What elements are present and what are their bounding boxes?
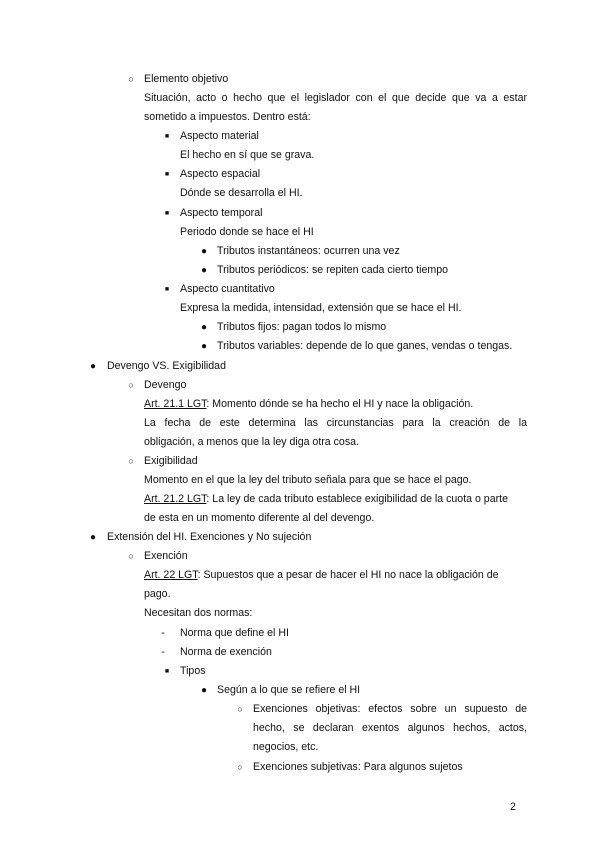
paragraph-line: obligación, a menos que la ley diga otra cosa. (144, 436, 359, 448)
dash-bullet-icon: - (161, 646, 165, 658)
item-aspecto-material: Aspecto material (180, 130, 259, 142)
square-bullet-icon: ■ (164, 133, 170, 140)
circle-bullet-icon: ○ (128, 74, 134, 84)
article-reference: Art. 21.2 LGT (144, 493, 207, 505)
article-reference: Art. 21.1 LGT (144, 398, 207, 410)
paragraph-line: de esta en un momento diferente al del devengo. (144, 512, 375, 524)
heading-exigibilidad: Exigibilidad (144, 455, 198, 467)
square-bullet-icon: ■ (164, 286, 170, 293)
paragraph-line: negocios, etc. (253, 741, 319, 753)
heading-exencion: Exención (144, 550, 188, 562)
paragraph-line: Periodo donde se hace el HI (180, 226, 314, 238)
heading-elemento-objetivo: Elemento objetivo (144, 73, 229, 85)
dot-bullet-icon: ● (200, 322, 208, 333)
list-item: Tributos periódicos: se repiten cada cierto tiempo (217, 264, 449, 276)
square-bullet-icon: ■ (164, 171, 170, 178)
dot-bullet-icon: ● (200, 265, 208, 276)
item-aspecto-espacial: Aspecto espacial (180, 168, 261, 180)
paragraph-line: Exenciones objetivas: efectos sobre un supuesto de (253, 703, 527, 715)
paragraph-line: Momento en el que la ley del tributo señala para que se hace el pago. (144, 474, 472, 486)
circle-bullet-icon: ○ (237, 762, 243, 772)
heading-extension: Extensión del HI. Exenciones y No sujeción (107, 531, 312, 543)
paragraph-line: pago. (144, 588, 171, 600)
article-reference: Art. 22 LGT (144, 569, 198, 581)
paragraph-line: Art. 22 LGT: Supuestos que a pesar de hacer el HI no nace la obligación de (144, 569, 499, 581)
list-item: Norma de exención (180, 646, 272, 658)
list-item: Tributos fijos: pagan todos lo mismo (217, 321, 387, 333)
paragraph-line: Necesitan dos normas: (144, 607, 253, 619)
dot-bullet-icon: ● (89, 361, 97, 372)
paragraph-line: Situación, acto o hecho que el legislador con el que decide que va a estar (144, 92, 527, 104)
item-tipos: Tipos (180, 665, 206, 677)
page-number: 2 (510, 801, 516, 813)
paragraph-line: sometido a impuestos. Dentro está: (144, 111, 311, 123)
item-aspecto-cuantitativo: Aspecto cuantitativo (180, 283, 275, 295)
item-aspecto-temporal: Aspecto temporal (180, 207, 263, 219)
paragraph-line: La fecha de este determina las circunstancias para la creación de la (144, 417, 527, 429)
dot-bullet-icon: ● (89, 532, 97, 543)
circle-bullet-icon: ○ (128, 380, 134, 390)
circle-bullet-icon: ○ (128, 456, 134, 466)
list-item: Tributos instantáneos: ocurren una vez (217, 245, 400, 257)
paragraph-line: El hecho en sí que se grava. (180, 149, 315, 161)
list-item: Tributos variables: depende de lo que ganes, vendas o tengas. (217, 340, 513, 352)
paragraph-line: Expresa la medida, intensidad, extensión que se hace el HI. (180, 302, 462, 314)
list-item: Según a lo que se refiere el HI (217, 684, 361, 696)
dash-bullet-icon: - (161, 627, 165, 639)
dot-bullet-icon: ● (200, 341, 208, 352)
dot-bullet-icon: ● (200, 246, 208, 257)
square-bullet-icon: ■ (164, 668, 170, 675)
list-item: Exenciones subjetivas: Para algunos sujetos (253, 761, 463, 773)
list-item: Norma que define el HI (180, 627, 289, 639)
paragraph-line: hecho, se declaran exentos algunos hechos, actos, (253, 722, 527, 734)
square-bullet-icon: ■ (164, 210, 170, 217)
paragraph-line: Art. 21.2 LGT: La ley de cada tributo establece exigibilidad de la cuota o parte (144, 493, 508, 505)
heading-devengo: Devengo (144, 379, 187, 391)
paragraph-line: Art. 21.1 LGT: Momento dónde se ha hecho el HI y nace la obligación. (144, 398, 474, 410)
circle-bullet-icon: ○ (237, 704, 243, 714)
heading-devengo-vs-exigibilidad: Devengo VS. Exigibilidad (107, 360, 226, 372)
dot-bullet-icon: ● (200, 685, 208, 696)
circle-bullet-icon: ○ (128, 551, 134, 561)
paragraph-line: Dónde se desarrolla el HI. (180, 187, 303, 199)
